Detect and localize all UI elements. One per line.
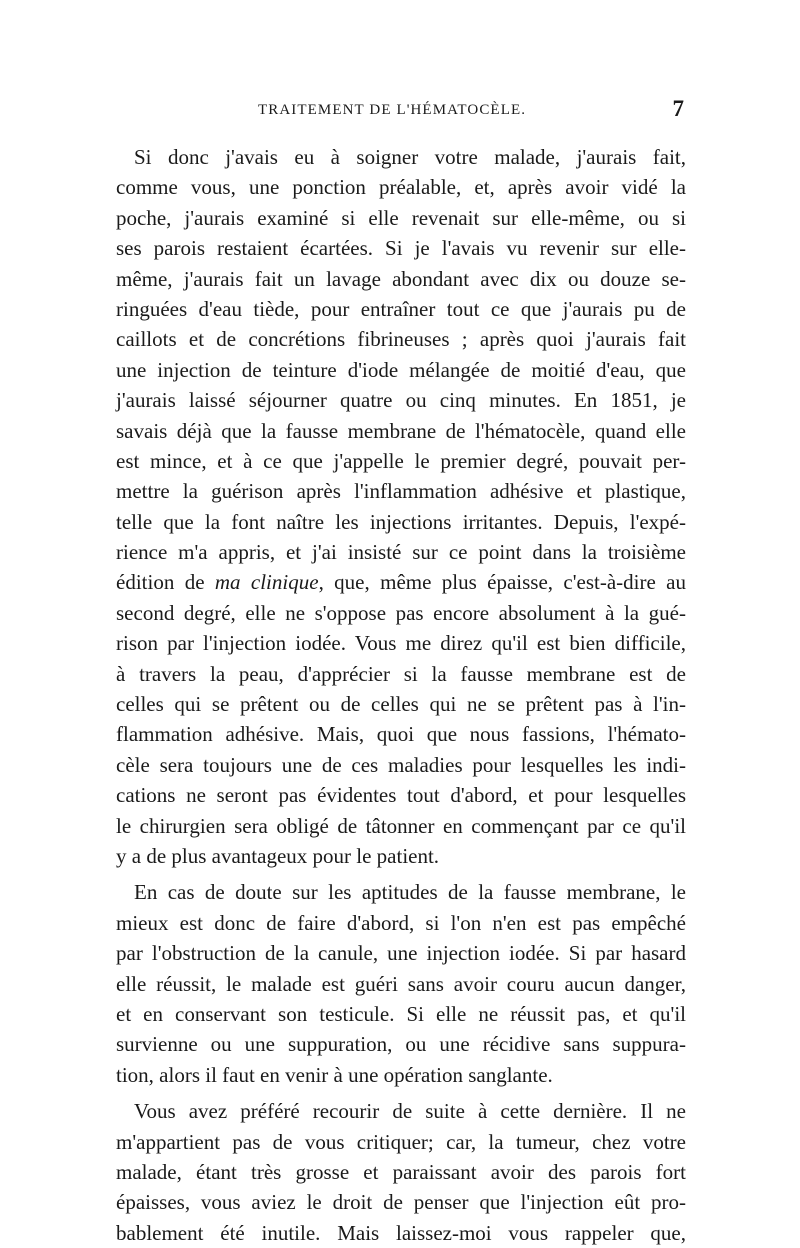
text-line: tion, alors il faut en venir à une opération sanglante. bbox=[116, 1062, 553, 1087]
text-line: rison par l'injection iodée. Vous me direz qu'il est bien difficile, bbox=[116, 631, 686, 656]
text-line: savais déjà que la fausse membrane de l'hématocèle, quand elle bbox=[116, 418, 686, 443]
paragraph bbox=[116, 1096, 686, 1248]
text-line: ringuées d'eau tiède, pour entraîner tout ce que j'aurais pu de bbox=[116, 296, 686, 321]
text-line: celles qui se prêtent ou de celles qui ne se prêtent pas à l'in- bbox=[116, 692, 686, 717]
running-title: TRAITEMENT DE L'HÉMATOCÈLE. bbox=[258, 102, 527, 118]
text-line: mettre la guérison après l'inflammation adhésive et plastique, bbox=[116, 479, 686, 504]
text-line: une injection de teinture d'iode mélangée de moitié d'eau, que bbox=[116, 357, 686, 382]
text-line: est mince, et à ce que j'appelle le premier degré, pouvait per- bbox=[116, 448, 686, 473]
text-line: même, j'aurais fait un lavage abondant avec dix ou douze se- bbox=[116, 266, 686, 291]
text-line: second degré, elle ne s'oppose pas encore absolument à la gué- bbox=[116, 600, 686, 625]
text-line: j'aurais laissé séjourner quatre ou cinq minutes. En 1851, je bbox=[116, 388, 686, 413]
text-line: le chirurgien sera obligé de tâtonner en commençant par ce qu'il bbox=[116, 813, 686, 838]
text-line: y a de plus avantageux pour le patient. bbox=[116, 843, 440, 868]
text-line: mieux est donc de faire d'abord, si l'on n'en est pas empêché bbox=[116, 910, 686, 935]
text-line: malade, étant très grosse et paraissant avoir des parois fort bbox=[116, 1159, 686, 1184]
body-text bbox=[116, 142, 686, 1248]
text-line: poche, j'aurais examiné si elle revenait sur elle-même, ou si bbox=[116, 205, 686, 230]
text-line-with-italic: édition de ma clinique, que, même plus épaisse, c'est-à-dire au bbox=[116, 570, 686, 595]
italic-title: ma clinique bbox=[214, 570, 319, 595]
text-line: à travers la peau, d'apprécier si la fausse membrane est de bbox=[116, 661, 686, 686]
text-line: ses parois restaient écartées. Si je l'avais vu revenir sur elle- bbox=[116, 236, 686, 261]
text-line: En cas de doute sur les aptitudes de la fausse membrane, le bbox=[134, 880, 686, 905]
paragraph bbox=[116, 142, 686, 871]
page-header bbox=[116, 96, 686, 126]
text-line: survienne ou une suppuration, ou une récidive sans suppura- bbox=[116, 1032, 686, 1057]
text-line: cèle sera toujours une de ces maladies pour lesquelles les indi- bbox=[116, 752, 686, 777]
text-line: bablement été inutile. Mais laissez-moi vous rappeler que, bbox=[116, 1220, 686, 1245]
text-line: comme vous, une ponction préalable, et, après avoir vidé la bbox=[116, 175, 686, 200]
text-line: et en conservant son testicule. Si elle ne réussit pas, et qu'il bbox=[116, 1001, 686, 1026]
text-line: cations ne seront pas évidentes tout d'abord, et pour lesquelles bbox=[116, 783, 686, 808]
text-line: Vous avez préféré recourir de suite à cette dernière. Il ne bbox=[134, 1099, 686, 1124]
text-line: telle que la font naître les injections irritantes. Depuis, l'expé- bbox=[116, 509, 686, 534]
paragraph bbox=[116, 877, 686, 1090]
text-line: rience m'a appris, et j'ai insisté sur ce point dans la troisième bbox=[116, 540, 686, 565]
page-number: 7 bbox=[672, 96, 684, 121]
text-line: m'appartient pas de vous critiquer; car, la tumeur, chez votre bbox=[116, 1129, 686, 1154]
text-line: elle réussit, le malade est guéri sans avoir couru aucun danger, bbox=[116, 971, 686, 996]
text-line: par l'obstruction de la canule, une injection iodée. Si par hasard bbox=[116, 941, 686, 966]
text-line: épaisses, vous aviez le droit de penser que l'injection eût pro- bbox=[116, 1190, 686, 1215]
text-line: flammation adhésive. Mais, quoi que nous fassions, l'hémato- bbox=[116, 722, 686, 747]
text-line: caillots et de concrétions fibrineuses ; après quoi j'aurais fait bbox=[116, 327, 686, 352]
text-line: Si donc j'avais eu à soigner votre malade, j'aurais fait, bbox=[134, 145, 686, 169]
